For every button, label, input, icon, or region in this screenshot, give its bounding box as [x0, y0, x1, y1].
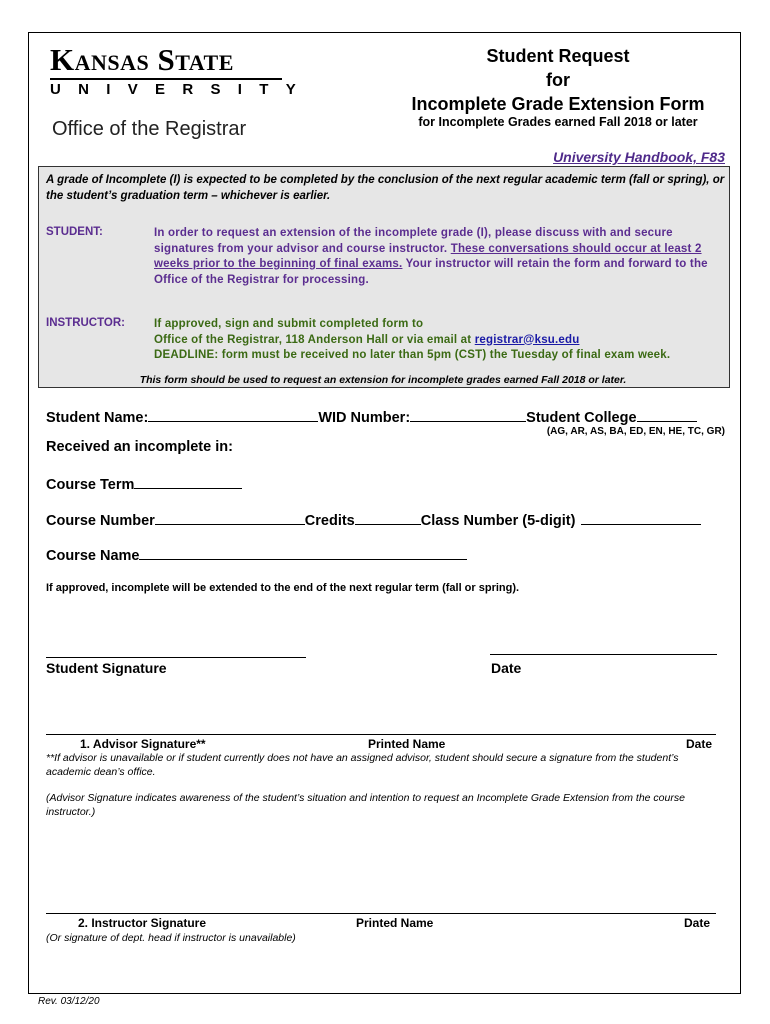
instructor-signature-line[interactable] — [46, 913, 716, 914]
student-label: STUDENT: — [46, 226, 103, 238]
class-number-label: Class Number (5-digit) — [420, 513, 576, 529]
office-name: Office of the Registrar — [52, 118, 247, 140]
course-number-row — [46, 511, 701, 529]
info-box-note: This form should be used to request an extension for incomplete grades earned Fall 2018 or later. — [139, 374, 627, 386]
title-line-2: for — [546, 70, 570, 90]
title-line-3: Incomplete Grade Extension Form — [411, 94, 705, 114]
credits-field[interactable] — [355, 511, 421, 525]
college-label: Student College — [526, 410, 637, 426]
advisor-signature-label: 1. Advisor Signature** — [80, 737, 206, 751]
wid-field[interactable] — [410, 408, 526, 422]
advisor-printed-name-label: Printed Name — [368, 737, 446, 751]
info-intro: A grade of Incomplete (I) is expected to be completed by the conclusion of the next regular academic term (fall or spring), or the student’s graduation term – whichever is earlier. — [46, 174, 725, 202]
class-number-field[interactable] — [581, 511, 701, 525]
logo-rule — [50, 78, 282, 80]
course-term-row — [46, 475, 242, 493]
student-signature-line[interactable] — [46, 657, 306, 658]
college-codes: (AG, AR, AS, BA, ED, EN, HE, TC, GR) — [546, 426, 725, 437]
course-name-label: Course Name — [46, 548, 140, 564]
student-date-label: Date — [491, 660, 522, 676]
student-text-1: In order to request an extension of the incomplete grade (I), please discuss with and secure signatures from your advisor and course instructor. — [154, 227, 673, 255]
wid-label: WID Number: — [318, 410, 411, 426]
student-date-line[interactable] — [490, 654, 717, 655]
course-term-field[interactable] — [134, 475, 242, 489]
student-signature-label: Student Signature — [46, 660, 167, 676]
course-term-label: Course Term — [46, 477, 135, 493]
revision-date: Rev. 03/12/20 — [38, 996, 100, 1007]
university-logo-subtitle: UNIVERSITY — [50, 81, 314, 98]
instructor-signature-label: 2. Instructor Signature — [78, 916, 207, 930]
advisor-awareness-note: (Advisor Signature indicates awareness of the student’s situation and intention to request an Incomplete Grade Extension from the course instructor.) — [46, 792, 685, 818]
student-text-3: Your instructor will retain the form and forward to the Office of the Registrar for processing. — [154, 258, 708, 286]
received-label: Received an incomplete in: — [46, 439, 233, 455]
student-text-2: These conversations should occur at least 2 weeks prior to the beginning of final exams. — [154, 242, 702, 270]
course-name-field[interactable] — [139, 546, 467, 560]
registrar-email-link[interactable]: registrar@ksu.edu — [474, 333, 580, 346]
credits-label: Credits — [304, 513, 355, 529]
student-instructions — [154, 226, 724, 288]
course-name-row — [46, 546, 467, 564]
form-subtitle: for Incomplete Grades earned Fall 2018 or later — [418, 115, 698, 129]
instructor-note: (Or signature of dept. head if instructor is unavailable) — [46, 932, 296, 944]
instructor-line-2-text: Office of the Registrar, 118 Anderson Hall or via email at — [154, 333, 472, 346]
instructor-instructions — [154, 317, 724, 364]
advisor-date-label: Date — [686, 737, 713, 751]
instructor-date-label: Date — [684, 916, 711, 930]
approval-note: If approved, incomplete will be extended to the end of the next regular term (fall or spring). — [46, 582, 520, 594]
college-field[interactable] — [637, 408, 697, 422]
course-number-label: Course Number — [46, 513, 155, 529]
instructor-printed-name-label: Printed Name — [356, 916, 434, 930]
advisor-note: **If advisor is unavailable or if student currently does not have an assigned advisor, student should secure a signature from the student’s academic dean’s office. — [46, 752, 679, 778]
student-name-field[interactable] — [148, 408, 318, 422]
advisor-signature-line[interactable] — [46, 734, 716, 735]
course-number-field[interactable] — [155, 511, 305, 525]
handbook-link[interactable]: University Handbook, F83 — [553, 149, 725, 165]
instructor-line-1: If approved, sign and submit completed form to — [154, 318, 424, 330]
university-logo-wordmark: Kansas State — [50, 42, 234, 77]
deadline-text: DEADLINE: form must be received no later than 5pm (CST) the Tuesday of final exam week. — [154, 349, 671, 361]
student-name-row — [46, 408, 697, 426]
title-line-1: Student Request — [486, 46, 630, 66]
form-title — [378, 44, 738, 116]
instructor-line-2 — [154, 333, 724, 349]
student-name-label: Student Name: — [46, 410, 149, 426]
instructor-label: INSTRUCTOR: — [46, 317, 126, 329]
